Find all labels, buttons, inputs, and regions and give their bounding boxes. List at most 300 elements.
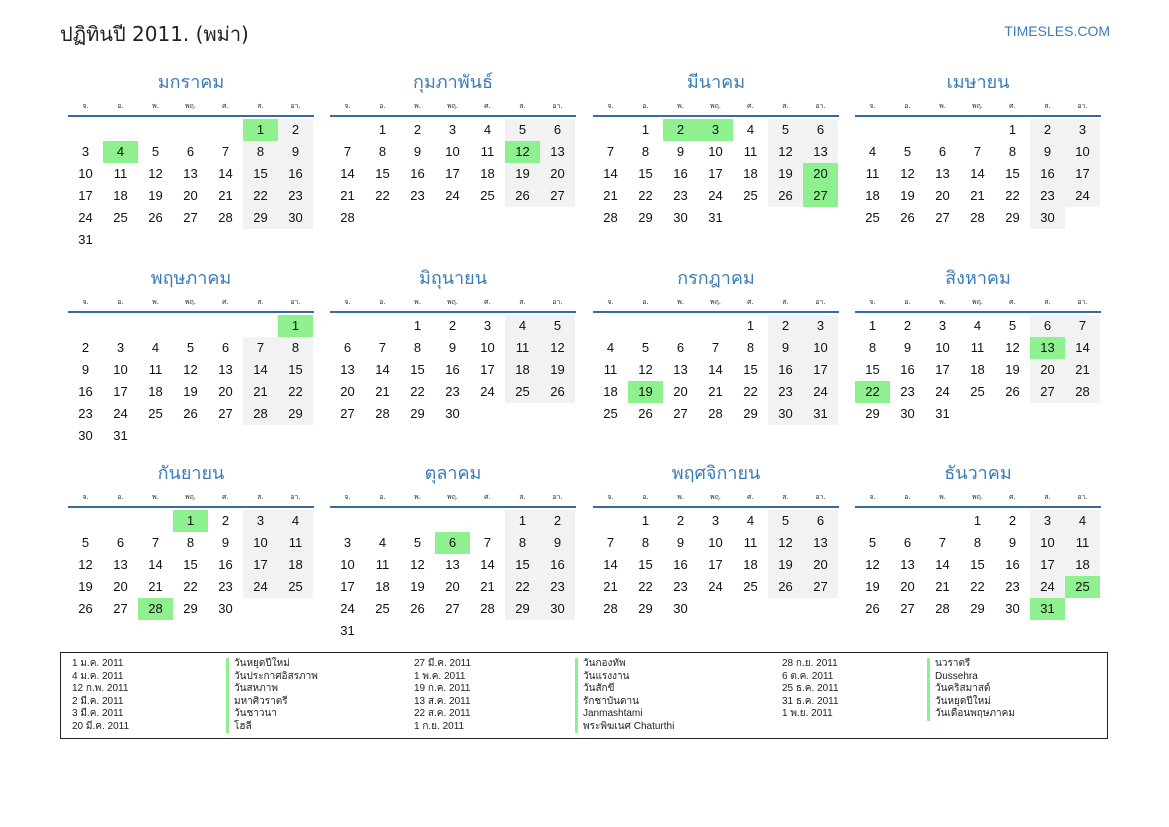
calendar-day[interactable]: 24 (480, 384, 495, 399)
holiday-day[interactable]: 2 (663, 119, 698, 141)
calendar-day[interactable]: 22 (1005, 188, 1020, 203)
calendar-day[interactable]: 7 (973, 144, 982, 159)
calendar-day[interactable]: 24 (243, 576, 278, 598)
calendar-day[interactable]: 24 (1030, 576, 1065, 598)
calendar-day[interactable]: 7 (1065, 315, 1100, 337)
calendar-day[interactable]: 21 (603, 579, 618, 594)
calendar-day[interactable]: 30 (900, 406, 915, 421)
calendar-day[interactable]: 2 (221, 513, 230, 528)
calendar-day[interactable]: 17 (243, 554, 278, 576)
calendar-day[interactable]: 26 (900, 210, 915, 225)
calendar-day[interactable]: 14 (340, 166, 355, 181)
calendar-day[interactable]: 29 (278, 403, 313, 425)
calendar-day[interactable]: 31 (803, 403, 838, 425)
calendar-day[interactable]: 22 (243, 185, 278, 207)
calendar-day[interactable]: 17 (935, 362, 950, 377)
calendar-day[interactable]: 22 (410, 384, 425, 399)
calendar-day[interactable]: 27 (218, 406, 233, 421)
calendar-day[interactable]: 6 (116, 535, 125, 550)
calendar-day[interactable]: 5 (413, 535, 422, 550)
holiday-day[interactable]: 13 (1030, 337, 1065, 359)
holiday-day[interactable]: 19 (628, 381, 663, 403)
calendar-day[interactable]: 14 (603, 557, 618, 572)
calendar-day[interactable]: 23 (1005, 579, 1020, 594)
calendar-day[interactable]: 10 (78, 166, 93, 181)
calendar-day[interactable]: 26 (865, 601, 880, 616)
calendar-day[interactable]: 13 (340, 362, 355, 377)
site-link[interactable]: TIMESLES.COM (1004, 23, 1110, 39)
calendar-day[interactable]: 15 (743, 362, 758, 377)
calendar-day[interactable]: 16 (540, 554, 575, 576)
calendar-day[interactable]: 24 (78, 210, 93, 225)
calendar-day[interactable]: 1 (641, 122, 650, 137)
calendar-day[interactable]: 8 (243, 141, 278, 163)
calendar-day[interactable]: 1 (641, 513, 650, 528)
calendar-day[interactable]: 4 (378, 535, 387, 550)
calendar-day[interactable]: 3 (483, 318, 492, 333)
calendar-day[interactable]: 16 (218, 557, 233, 572)
calendar-day[interactable]: 5 (768, 119, 803, 141)
calendar-day[interactable]: 19 (410, 579, 425, 594)
calendar-day[interactable]: 12 (1005, 340, 1020, 355)
calendar-day[interactable]: 4 (151, 340, 160, 355)
calendar-day[interactable]: 15 (865, 362, 880, 377)
calendar-day[interactable]: 16 (768, 359, 803, 381)
calendar-day[interactable]: 9 (676, 144, 685, 159)
calendar-day[interactable]: 2 (81, 340, 90, 355)
calendar-day[interactable]: 11 (375, 557, 390, 572)
calendar-day[interactable]: 9 (413, 144, 422, 159)
calendar-day[interactable]: 29 (243, 207, 278, 229)
calendar-day[interactable]: 27 (803, 576, 838, 598)
calendar-day[interactable]: 15 (970, 557, 985, 572)
calendar-day[interactable]: 30 (768, 403, 803, 425)
calendar-day[interactable]: 20 (218, 384, 233, 399)
calendar-day[interactable]: 20 (540, 163, 575, 185)
calendar-day[interactable]: 1 (413, 318, 422, 333)
calendar-day[interactable]: 9 (1008, 535, 1017, 550)
calendar-day[interactable]: 15 (505, 554, 540, 576)
calendar-day[interactable]: 16 (445, 362, 460, 377)
calendar-day[interactable]: 2 (278, 119, 313, 141)
calendar-day[interactable]: 11 (970, 340, 985, 355)
calendar-day[interactable]: 27 (1030, 381, 1065, 403)
calendar-day[interactable]: 5 (151, 144, 160, 159)
holiday-day[interactable]: 27 (803, 185, 838, 207)
calendar-day[interactable]: 23 (1030, 185, 1065, 207)
calendar-day[interactable]: 23 (768, 381, 803, 403)
calendar-day[interactable]: 29 (638, 210, 653, 225)
calendar-day[interactable]: 14 (243, 359, 278, 381)
calendar-day[interactable]: 14 (148, 557, 163, 572)
calendar-day[interactable]: 20 (1030, 359, 1065, 381)
calendar-day[interactable]: 20 (340, 384, 355, 399)
calendar-day[interactable]: 18 (148, 384, 163, 399)
calendar-day[interactable]: 2 (1030, 119, 1065, 141)
calendar-day[interactable]: 25 (603, 406, 618, 421)
calendar-day[interactable]: 7 (938, 535, 947, 550)
calendar-day[interactable]: 23 (900, 384, 915, 399)
calendar-day[interactable]: 12 (865, 557, 880, 572)
calendar-day[interactable]: 8 (641, 535, 650, 550)
calendar-day[interactable]: 23 (673, 188, 688, 203)
calendar-day[interactable]: 22 (278, 381, 313, 403)
calendar-day[interactable]: 2 (448, 318, 457, 333)
calendar-day[interactable]: 12 (410, 557, 425, 572)
calendar-day[interactable]: 21 (243, 381, 278, 403)
calendar-day[interactable]: 25 (480, 188, 495, 203)
calendar-day[interactable]: 6 (186, 144, 195, 159)
calendar-day[interactable]: 28 (480, 601, 495, 616)
calendar-day[interactable]: 29 (505, 598, 540, 620)
calendar-day[interactable]: 6 (676, 340, 685, 355)
calendar-day[interactable]: 10 (708, 144, 723, 159)
calendar-day[interactable]: 27 (113, 601, 128, 616)
calendar-day[interactable]: 11 (743, 535, 758, 550)
calendar-day[interactable]: 2 (903, 318, 912, 333)
calendar-day[interactable]: 22 (375, 188, 390, 203)
calendar-day[interactable]: 30 (445, 406, 460, 421)
calendar-day[interactable]: 11 (480, 144, 495, 159)
calendar-day[interactable]: 17 (340, 579, 355, 594)
calendar-day[interactable]: 28 (970, 210, 985, 225)
holiday-day[interactable]: 1 (243, 119, 278, 141)
calendar-day[interactable]: 5 (903, 144, 912, 159)
calendar-day[interactable]: 24 (708, 579, 723, 594)
calendar-day[interactable]: 9 (278, 141, 313, 163)
calendar-day[interactable]: 24 (708, 188, 723, 203)
calendar-day[interactable]: 15 (243, 163, 278, 185)
calendar-day[interactable]: 10 (243, 532, 278, 554)
calendar-day[interactable]: 2 (676, 513, 685, 528)
calendar-day[interactable]: 2 (768, 315, 803, 337)
calendar-day[interactable]: 18 (743, 166, 758, 181)
holiday-day[interactable]: 25 (1065, 576, 1100, 598)
calendar-day[interactable]: 9 (81, 362, 90, 377)
calendar-day[interactable]: 13 (803, 532, 838, 554)
calendar-day[interactable]: 8 (378, 144, 387, 159)
calendar-day[interactable]: 8 (868, 340, 877, 355)
calendar-day[interactable]: 16 (78, 384, 93, 399)
calendar-day[interactable]: 4 (746, 513, 755, 528)
calendar-day[interactable]: 28 (935, 601, 950, 616)
calendar-day[interactable]: 9 (768, 337, 803, 359)
calendar-day[interactable]: 30 (278, 207, 313, 229)
calendar-day[interactable]: 10 (113, 362, 128, 377)
calendar-day[interactable]: 19 (183, 384, 198, 399)
calendar-day[interactable]: 10 (1030, 532, 1065, 554)
calendar-day[interactable]: 25 (148, 406, 163, 421)
calendar-day[interactable]: 3 (1030, 510, 1065, 532)
calendar-day[interactable]: 16 (900, 362, 915, 377)
calendar-day[interactable]: 3 (243, 510, 278, 532)
calendar-day[interactable]: 6 (803, 119, 838, 141)
calendar-day[interactable]: 30 (218, 601, 233, 616)
calendar-day[interactable]: 26 (638, 406, 653, 421)
calendar-day[interactable]: 8 (973, 535, 982, 550)
calendar-day[interactable]: 29 (743, 406, 758, 421)
calendar-day[interactable]: 17 (1030, 554, 1065, 576)
calendar-day[interactable]: 14 (935, 557, 950, 572)
calendar-day[interactable]: 5 (641, 340, 650, 355)
calendar-day[interactable]: 27 (183, 210, 198, 225)
calendar-day[interactable]: 24 (935, 384, 950, 399)
calendar-day[interactable]: 4 (278, 510, 313, 532)
holiday-day[interactable]: 31 (1030, 598, 1065, 620)
calendar-day[interactable]: 17 (1065, 163, 1100, 185)
calendar-day[interactable]: 9 (903, 340, 912, 355)
calendar-day[interactable]: 14 (218, 166, 233, 181)
calendar-day[interactable]: 17 (445, 166, 460, 181)
calendar-day[interactable]: 15 (410, 362, 425, 377)
calendar-day[interactable]: 8 (413, 340, 422, 355)
calendar-day[interactable]: 26 (183, 406, 198, 421)
calendar-day[interactable]: 4 (1065, 510, 1100, 532)
calendar-day[interactable]: 18 (113, 188, 128, 203)
calendar-day[interactable]: 3 (343, 535, 352, 550)
calendar-day[interactable]: 27 (540, 185, 575, 207)
calendar-day[interactable]: 29 (638, 601, 653, 616)
calendar-day[interactable]: 4 (868, 144, 877, 159)
calendar-day[interactable]: 5 (81, 535, 90, 550)
calendar-day[interactable]: 19 (1005, 362, 1020, 377)
calendar-day[interactable]: 25 (865, 210, 880, 225)
calendar-day[interactable]: 12 (768, 532, 803, 554)
calendar-day[interactable]: 18 (603, 384, 618, 399)
calendar-day[interactable]: 16 (673, 166, 688, 181)
calendar-day[interactable]: 29 (1005, 210, 1020, 225)
calendar-day[interactable]: 15 (183, 557, 198, 572)
calendar-day[interactable]: 29 (410, 406, 425, 421)
calendar-day[interactable]: 17 (803, 359, 838, 381)
calendar-day[interactable]: 11 (278, 532, 313, 554)
calendar-day[interactable]: 27 (340, 406, 355, 421)
holiday-day[interactable]: 1 (278, 315, 313, 337)
calendar-day[interactable]: 11 (865, 166, 880, 181)
calendar-day[interactable]: 3 (448, 122, 457, 137)
calendar-day[interactable]: 29 (183, 601, 198, 616)
calendar-day[interactable]: 1 (868, 318, 877, 333)
calendar-day[interactable]: 10 (803, 337, 838, 359)
calendar-day[interactable]: 30 (673, 601, 688, 616)
calendar-day[interactable]: 25 (113, 210, 128, 225)
calendar-day[interactable]: 31 (935, 406, 950, 421)
calendar-day[interactable]: 20 (673, 384, 688, 399)
calendar-day[interactable]: 15 (278, 359, 313, 381)
holiday-day[interactable]: 12 (505, 141, 540, 163)
calendar-day[interactable]: 24 (340, 601, 355, 616)
calendar-day[interactable]: 2 (540, 510, 575, 532)
calendar-day[interactable]: 14 (970, 166, 985, 181)
calendar-day[interactable]: 19 (540, 359, 575, 381)
holiday-day[interactable]: 3 (698, 119, 733, 141)
calendar-day[interactable]: 24 (1065, 185, 1100, 207)
calendar-day[interactable]: 25 (375, 601, 390, 616)
calendar-day[interactable]: 21 (375, 384, 390, 399)
calendar-day[interactable]: 22 (505, 576, 540, 598)
calendar-day[interactable]: 18 (505, 359, 540, 381)
calendar-day[interactable]: 13 (113, 557, 128, 572)
calendar-day[interactable]: 23 (278, 185, 313, 207)
calendar-day[interactable]: 10 (340, 557, 355, 572)
calendar-day[interactable]: 20 (113, 579, 128, 594)
calendar-day[interactable]: 19 (900, 188, 915, 203)
calendar-day[interactable]: 16 (1005, 557, 1020, 572)
calendar-day[interactable]: 5 (768, 510, 803, 532)
calendar-day[interactable]: 5 (1008, 318, 1017, 333)
calendar-day[interactable]: 12 (78, 557, 93, 572)
calendar-day[interactable]: 26 (1005, 384, 1020, 399)
calendar-day[interactable]: 5 (540, 315, 575, 337)
calendar-day[interactable]: 28 (603, 210, 618, 225)
calendar-day[interactable]: 4 (483, 122, 492, 137)
calendar-day[interactable]: 19 (865, 579, 880, 594)
calendar-day[interactable]: 15 (1005, 166, 1020, 181)
calendar-day[interactable]: 14 (603, 166, 618, 181)
calendar-day[interactable]: 30 (540, 598, 575, 620)
calendar-day[interactable]: 28 (1065, 381, 1100, 403)
calendar-day[interactable]: 19 (768, 163, 803, 185)
calendar-day[interactable]: 3 (803, 315, 838, 337)
calendar-day[interactable]: 2 (413, 122, 422, 137)
calendar-day[interactable]: 7 (243, 337, 278, 359)
calendar-day[interactable]: 8 (746, 340, 755, 355)
calendar-day[interactable]: 10 (445, 144, 460, 159)
calendar-day[interactable]: 7 (711, 340, 720, 355)
calendar-day[interactable]: 22 (970, 579, 985, 594)
calendar-day[interactable]: 3 (1065, 119, 1100, 141)
calendar-day[interactable]: 6 (221, 340, 230, 355)
calendar-day[interactable]: 9 (448, 340, 457, 355)
calendar-day[interactable]: 4 (973, 318, 982, 333)
calendar-day[interactable]: 26 (410, 601, 425, 616)
calendar-day[interactable]: 9 (1030, 141, 1065, 163)
calendar-day[interactable]: 19 (78, 579, 93, 594)
calendar-day[interactable]: 16 (410, 166, 425, 181)
calendar-day[interactable]: 28 (340, 210, 355, 225)
calendar-day[interactable]: 20 (445, 579, 460, 594)
calendar-day[interactable]: 7 (151, 535, 160, 550)
calendar-day[interactable]: 28 (708, 406, 723, 421)
calendar-day[interactable]: 5 (505, 119, 540, 141)
calendar-day[interactable]: 12 (768, 141, 803, 163)
calendar-day[interactable]: 23 (673, 579, 688, 594)
calendar-day[interactable]: 8 (186, 535, 195, 550)
calendar-day[interactable]: 17 (113, 384, 128, 399)
calendar-day[interactable]: 24 (803, 381, 838, 403)
calendar-day[interactable]: 10 (480, 340, 495, 355)
calendar-day[interactable]: 28 (603, 601, 618, 616)
calendar-day[interactable]: 13 (900, 557, 915, 572)
calendar-day[interactable]: 6 (343, 340, 352, 355)
calendar-day[interactable]: 20 (183, 188, 198, 203)
calendar-day[interactable]: 1 (505, 510, 540, 532)
calendar-day[interactable]: 28 (218, 210, 233, 225)
calendar-day[interactable]: 18 (743, 557, 758, 572)
calendar-day[interactable]: 18 (865, 188, 880, 203)
calendar-day[interactable]: 11 (743, 144, 758, 159)
calendar-day[interactable]: 26 (78, 601, 93, 616)
calendar-day[interactable]: 4 (746, 122, 755, 137)
holiday-day[interactable]: 4 (103, 141, 138, 163)
holiday-day[interactable]: 6 (435, 532, 470, 554)
calendar-day[interactable]: 31 (113, 428, 128, 443)
calendar-day[interactable]: 12 (148, 166, 163, 181)
calendar-day[interactable]: 8 (505, 532, 540, 554)
calendar-day[interactable]: 19 (148, 188, 163, 203)
calendar-day[interactable]: 29 (865, 406, 880, 421)
calendar-day[interactable]: 16 (1030, 163, 1065, 185)
calendar-day[interactable]: 25 (743, 188, 758, 203)
calendar-day[interactable]: 18 (278, 554, 313, 576)
calendar-day[interactable]: 22 (743, 384, 758, 399)
calendar-day[interactable]: 10 (935, 340, 950, 355)
calendar-day[interactable]: 25 (505, 381, 540, 403)
calendar-day[interactable]: 27 (900, 601, 915, 616)
calendar-day[interactable]: 11 (113, 166, 128, 181)
calendar-day[interactable]: 31 (340, 623, 355, 638)
calendar-day[interactable]: 25 (743, 579, 758, 594)
calendar-day[interactable]: 14 (480, 557, 495, 572)
calendar-day[interactable]: 30 (673, 210, 688, 225)
calendar-day[interactable]: 27 (935, 210, 950, 225)
calendar-day[interactable]: 15 (638, 557, 653, 572)
calendar-day[interactable]: 7 (606, 535, 615, 550)
calendar-day[interactable]: 7 (221, 144, 230, 159)
calendar-day[interactable]: 29 (970, 601, 985, 616)
calendar-day[interactable]: 14 (1065, 337, 1100, 359)
calendar-day[interactable]: 13 (445, 557, 460, 572)
calendar-day[interactable]: 23 (78, 406, 93, 421)
calendar-day[interactable]: 14 (375, 362, 390, 377)
calendar-day[interactable]: 7 (483, 535, 492, 550)
calendar-day[interactable]: 22 (638, 188, 653, 203)
calendar-day[interactable]: 25 (278, 576, 313, 598)
holiday-day[interactable]: 20 (803, 163, 838, 185)
calendar-day[interactable]: 5 (186, 340, 195, 355)
calendar-day[interactable]: 1 (746, 318, 755, 333)
calendar-day[interactable]: 7 (378, 340, 387, 355)
calendar-day[interactable]: 7 (343, 144, 352, 159)
calendar-day[interactable]: 20 (935, 188, 950, 203)
calendar-day[interactable]: 21 (603, 188, 618, 203)
calendar-day[interactable]: 8 (278, 337, 313, 359)
calendar-day[interactable]: 4 (606, 340, 615, 355)
calendar-day[interactable]: 26 (768, 185, 803, 207)
calendar-day[interactable]: 6 (903, 535, 912, 550)
calendar-day[interactable]: 23 (218, 579, 233, 594)
calendar-day[interactable]: 3 (81, 144, 90, 159)
calendar-day[interactable]: 14 (708, 362, 723, 377)
calendar-day[interactable]: 5 (868, 535, 877, 550)
calendar-day[interactable]: 11 (148, 362, 163, 377)
calendar-day[interactable]: 21 (708, 384, 723, 399)
calendar-day[interactable]: 13 (935, 166, 950, 181)
calendar-day[interactable]: 24 (113, 406, 128, 421)
calendar-day[interactable]: 11 (505, 337, 540, 359)
calendar-day[interactable]: 13 (540, 141, 575, 163)
calendar-day[interactable]: 12 (638, 362, 653, 377)
calendar-day[interactable]: 28 (375, 406, 390, 421)
calendar-day[interactable]: 30 (1030, 207, 1065, 229)
calendar-day[interactable]: 6 (803, 510, 838, 532)
calendar-day[interactable]: 11 (603, 362, 618, 377)
calendar-day[interactable]: 12 (900, 166, 915, 181)
calendar-day[interactable]: 13 (803, 141, 838, 163)
holiday-day[interactable]: 28 (138, 598, 173, 620)
calendar-day[interactable]: 25 (970, 384, 985, 399)
calendar-day[interactable]: 13 (673, 362, 688, 377)
